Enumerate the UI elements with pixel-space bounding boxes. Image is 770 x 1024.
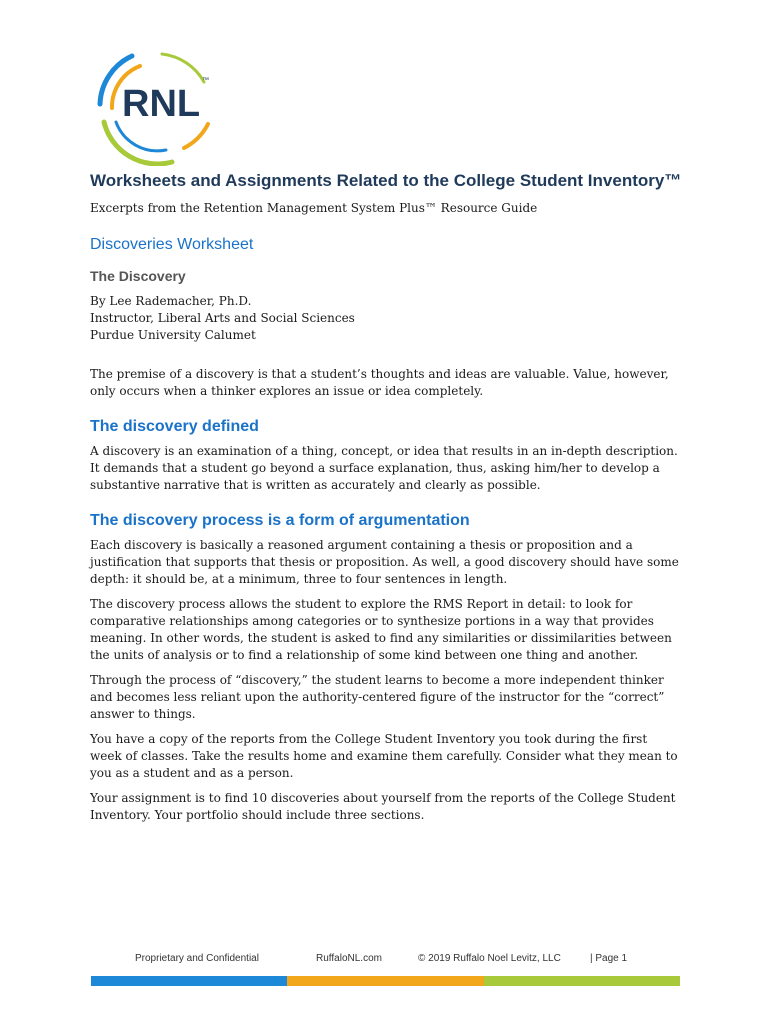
rnl-logo-graphic <box>92 46 220 166</box>
intro-paragraph: The premise of a discovery is that a student’s thoughts and ideas are valuable. Value, however, only occurs when a thinker explores an issue or idea completely. <box>90 367 669 398</box>
footer-confidential: Proprietary and Confidential <box>135 953 259 964</box>
defined-paragraph: A discovery is an examination of a thing, concept, or idea that results in an in-depth description. It demands that a student go beyond a surface explanation, thus, asking him/her to develop a substantive narrative that is written as accurately and clearly as possible. <box>90 444 678 492</box>
defined-heading: The discovery defined <box>90 418 259 435</box>
author-title: Instructor, Liberal Arts and Social Sciences <box>90 311 355 325</box>
color-bar-orange <box>287 976 483 986</box>
color-bar-green <box>484 976 680 986</box>
page-footer <box>0 953 770 969</box>
document-body <box>90 170 682 832</box>
process-paragraph: Your assignment is to find 10 discoveries about yourself from the reports of the College Student Inventory. Your portfolio should include three sections. <box>90 791 676 822</box>
rnl-logo <box>92 46 220 166</box>
process-paragraph: You have a copy of the reports from the College Student Inventory you took during the first week of classes. Take the results home and examine them carefully. Consider what they mean to you as a student and as a person. <box>90 732 678 780</box>
footer-color-bar <box>91 976 680 986</box>
document-title: Worksheets and Assignments Related to the College Student Inventory™ <box>90 171 682 190</box>
author-name: By Lee Rademacher, Ph.D. <box>90 294 252 308</box>
footer-website: RuffaloNL.com <box>316 953 382 964</box>
author-block <box>90 293 682 344</box>
subheading: The Discovery <box>90 268 186 284</box>
process-paragraph: Through the process of “discovery,” the student learns to become a more independent thinker and becomes less reliant upon the authority-centered figure of the instructor for the “correct” answer to things. <box>90 673 665 721</box>
footer-page-number: | Page 1 <box>590 953 628 964</box>
author-institution: Purdue University Calumet <box>90 328 256 342</box>
logo-text: RNL <box>122 83 201 125</box>
document-subtitle: Excerpts from the Retention Management System Plus™ Resource Guide <box>90 201 538 215</box>
process-heading: The discovery process is a form of argumentation <box>90 512 470 529</box>
process-paragraph: The discovery process allows the student to explore the RMS Report in detail: to look for comparative relationships among categories or to synthesize portions in a way that provides meaning. In other words, the student is asked to find any similarities or dissimilarities between the units of analysis or to find a relationship of some kind between one thing and another. <box>90 597 672 662</box>
process-paragraph: Each discovery is basically a reasoned argument containing a thesis or proposition and a justification that supports that thesis or proposition. As well, a good discovery should have some depth: it should be, at a minimum, three to four sentences in length. <box>90 538 679 586</box>
logo-tm: ™ <box>202 77 209 84</box>
color-bar-blue <box>91 976 287 986</box>
section-heading: Discoveries Worksheet <box>90 236 254 253</box>
footer-copyright: © 2019 Ruffalo Noel Levitz, LLC <box>418 953 561 964</box>
